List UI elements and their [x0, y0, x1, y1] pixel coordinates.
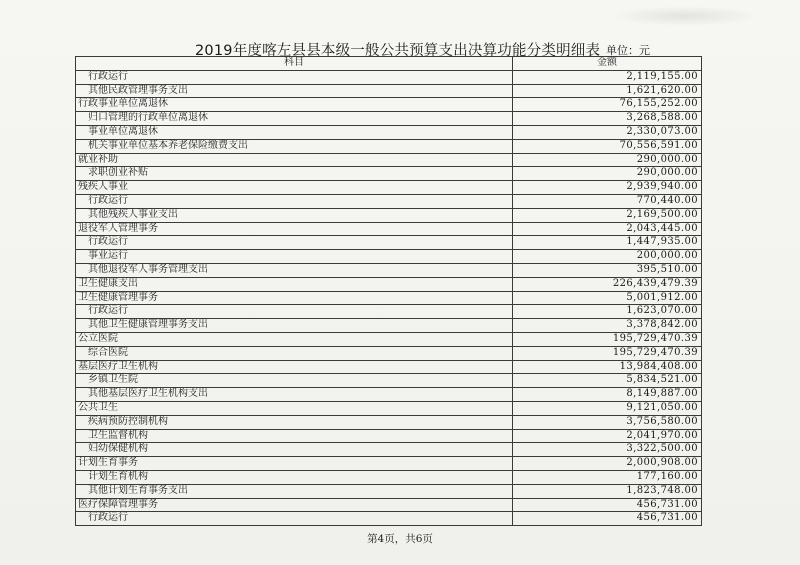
amount-cell: 8,149,887.00: [513, 388, 702, 402]
table-row: [76, 470, 702, 484]
subject-cell: 综合医院: [76, 346, 513, 360]
subject-cell: 卫生监督机构: [76, 429, 513, 443]
table-row: [76, 167, 702, 181]
amount-cell: 395,510.00: [513, 263, 702, 277]
table-row: [76, 222, 702, 236]
amount-cell: 3,268,588.00: [513, 112, 702, 126]
table-row: [76, 181, 702, 195]
table-row: [76, 360, 702, 374]
table-row: [76, 139, 702, 153]
table-row: [76, 498, 702, 512]
subject-cell: 疾病预防控制机构: [76, 415, 513, 429]
subject-cell: 公共卫生: [76, 401, 513, 415]
table-row: [76, 194, 702, 208]
table-row: [76, 443, 702, 457]
subject-cell: 行政运行: [76, 70, 513, 84]
amount-cell: 70,556,591.00: [513, 139, 702, 153]
table-row: [76, 388, 702, 402]
subject-cell: 基层医疗卫生机构: [76, 360, 513, 374]
table-row: [76, 263, 702, 277]
subject-cell: 就业补助: [76, 153, 513, 167]
amount-cell: 3,378,842.00: [513, 319, 702, 333]
amount-cell: 770,440.00: [513, 194, 702, 208]
amount-cell: 1,823,748.00: [513, 484, 702, 498]
unit-label: 单位：元: [606, 44, 650, 57]
subject-cell: 行政运行: [76, 512, 513, 526]
subject-cell: 其他民政管理事务支出: [76, 84, 513, 98]
table-row: [76, 319, 702, 333]
table-row: [76, 236, 702, 250]
table-row: [76, 374, 702, 388]
amount-cell: 456,731.00: [513, 498, 702, 512]
amount-cell: 226,439,479.39: [513, 277, 702, 291]
scan-smudge: [610, 6, 760, 26]
amount-cell: 195,729,470.39: [513, 346, 702, 360]
table-row: [76, 153, 702, 167]
subject-cell: 机关事业单位基本养老保险缴费支出: [76, 139, 513, 153]
amount-cell: 76,155,252.00: [513, 98, 702, 112]
amount-cell: 3,322,500.00: [513, 443, 702, 457]
table-row: [76, 125, 702, 139]
amount-cell: 1,621,620.00: [513, 84, 702, 98]
table-row: [76, 457, 702, 471]
table-row: [76, 250, 702, 264]
amount-cell: 2,043,445.00: [513, 222, 702, 236]
amount-cell: 2,939,940.00: [513, 181, 702, 195]
amount-cell: 13,984,408.00: [513, 360, 702, 374]
subject-cell: 其他残疾人事业支出: [76, 208, 513, 222]
amount-cell: 2,119,155.00: [513, 70, 702, 84]
subject-cell: 求职创业补贴: [76, 167, 513, 181]
subject-cell: 公立医院: [76, 332, 513, 346]
amount-cell: 1,623,070.00: [513, 305, 702, 319]
amount-cell: 290,000.00: [513, 153, 702, 167]
table-header-row: [76, 57, 702, 71]
amount-cell: 9,121,050.00: [513, 401, 702, 415]
subject-cell: 其他卫生健康管理事务支出: [76, 319, 513, 333]
subject-cell: 医疗保障管理事务: [76, 498, 513, 512]
expenditure-table: [75, 56, 702, 526]
subject-cell: 其他基层医疗卫生机构支出: [76, 388, 513, 402]
column-header-amount: 金额: [513, 57, 702, 71]
page-number: 第4页，共6页: [367, 533, 433, 545]
subject-cell: 计划生育事务: [76, 457, 513, 471]
amount-cell: 177,160.00: [513, 470, 702, 484]
subject-cell: 归口管理的行政单位离退休: [76, 112, 513, 126]
table-row: [76, 112, 702, 126]
amount-cell: 5,834,521.00: [513, 374, 702, 388]
subject-cell: 其他退役军人事务管理支出: [76, 263, 513, 277]
table-row: [76, 332, 702, 346]
amount-cell: 200,000.00: [513, 250, 702, 264]
table-row: [76, 401, 702, 415]
subject-cell: 其他计划生育事务支出: [76, 484, 513, 498]
subject-cell: 事业单位离退休: [76, 125, 513, 139]
subject-cell: 事业运行: [76, 250, 513, 264]
table-row: [76, 84, 702, 98]
column-header-subject: 科目: [76, 57, 513, 71]
subject-cell: 行政运行: [76, 236, 513, 250]
amount-cell: 3,756,580.00: [513, 415, 702, 429]
table-row: [76, 305, 702, 319]
subject-cell: 行政运行: [76, 305, 513, 319]
amount-cell: 290,000.00: [513, 167, 702, 181]
subject-cell: 卫生健康管理事务: [76, 291, 513, 305]
subject-cell: 乡镇卫生院: [76, 374, 513, 388]
table-row: [76, 429, 702, 443]
amount-cell: 2,330,073.00: [513, 125, 702, 139]
table-row: [76, 70, 702, 84]
amount-cell: 2,169,500.00: [513, 208, 702, 222]
subject-cell: 卫生健康支出: [76, 277, 513, 291]
subject-cell: 行政事业单位离退休: [76, 98, 513, 112]
subject-cell: 行政运行: [76, 194, 513, 208]
amount-cell: 1,447,935.00: [513, 236, 702, 250]
amount-cell: 195,729,470.39: [513, 332, 702, 346]
table-row: [76, 484, 702, 498]
table-row: [76, 277, 702, 291]
amount-cell: 2,000,908.00: [513, 457, 702, 471]
table-body: [76, 70, 702, 525]
table-row: [76, 415, 702, 429]
table-row: [76, 512, 702, 526]
table-row: [76, 346, 702, 360]
subject-cell: 计划生育机构: [76, 470, 513, 484]
document-title: 2019年度喀左县县本级一般公共预算支出决算功能分类明细表: [195, 43, 601, 59]
table-row: [76, 208, 702, 222]
amount-cell: 5,001,912.00: [513, 291, 702, 305]
subject-cell: 妇幼保健机构: [76, 443, 513, 457]
table-row: [76, 98, 702, 112]
subject-cell: 残疾人事业: [76, 181, 513, 195]
table-row: [76, 291, 702, 305]
amount-cell: 456,731.00: [513, 512, 702, 526]
subject-cell: 退役军人管理事务: [76, 222, 513, 236]
amount-cell: 2,041,970.00: [513, 429, 702, 443]
